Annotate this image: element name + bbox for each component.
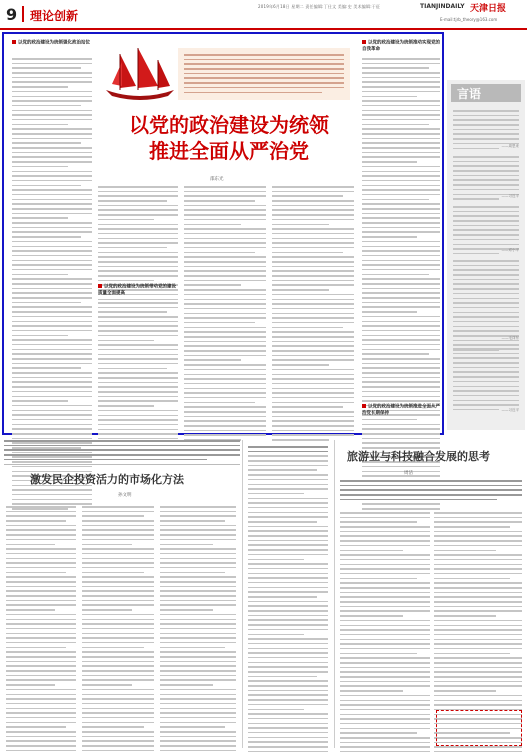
article3-intro: [340, 480, 522, 503]
sidebar-title: 言语: [451, 84, 521, 102]
middle-col: [248, 446, 328, 752]
bullet-icon: [362, 40, 366, 44]
article-text-col-3: [184, 186, 266, 444]
quote-source-5: ——习近平: [501, 408, 519, 412]
page-number: 9: [6, 5, 18, 24]
section-title: 理论创新: [30, 9, 79, 23]
header-divider: [22, 6, 24, 22]
article-text-col-2b: [98, 302, 178, 443]
red-ship-illustration: [100, 46, 180, 102]
bullet-icon: [362, 404, 366, 408]
quote-source-4: ——毛泽东: [501, 336, 519, 340]
article2-col-1: [6, 506, 76, 752]
article-author: 邵东光: [210, 177, 224, 182]
quote-source-1: ——周恩来: [501, 144, 519, 148]
highlighted-article[interactable]: [2, 32, 444, 435]
article2-author: 孙文明: [118, 493, 132, 498]
author-info-box: [436, 710, 522, 746]
newspaper-logo: 天津日报: [470, 4, 507, 14]
quotes-sidebar: [447, 80, 525, 430]
article-text-col-4: [272, 186, 354, 444]
article2-top-rule: [4, 464, 240, 465]
article2-intro: [4, 440, 240, 463]
article3-headline: 旅游业与科技融合发展的思考: [347, 450, 490, 463]
page-header: [0, 0, 527, 30]
column-divider-2: [334, 440, 335, 748]
header-brand: TIANJINDAILY: [420, 3, 465, 10]
subhead-4: 以党的政治建设为统领推进全面从严治党长期保持: [362, 404, 440, 416]
header-email: E-mail:tjrb_theory@163.com: [440, 17, 498, 22]
article-headline: 以党的政治建设为统领 推进全面从严治党: [129, 113, 329, 163]
article3-author: 周洁: [404, 471, 413, 476]
bullet-icon: [12, 40, 16, 44]
subhead-1: 以党的政治建设为统领强化政治站位: [12, 40, 92, 47]
quote-source-3: ——邓小平: [501, 248, 519, 252]
subhead-3: 以党的政治建设为统领推动实现党的自我革命: [362, 40, 440, 52]
article3-col-1: [340, 512, 430, 752]
article2-col-3: [160, 506, 236, 752]
article-intro: [178, 48, 350, 100]
subhead-2: 以党的政治建设为统领带动党的建设质量全面提高: [98, 284, 176, 296]
header-info: 2019年6月18日 星期二 责任编辑:丁仕文 美编:史 美术编辑:于征: [258, 4, 381, 9]
column-divider: [242, 440, 243, 748]
bullet-icon: [98, 284, 102, 288]
article2-headline: 激发民企投资活力的市场化方法: [30, 473, 184, 486]
article2-col-2: [82, 506, 154, 752]
quote-source-2: ——习近平: [501, 194, 519, 198]
quote-5: [453, 348, 519, 414]
